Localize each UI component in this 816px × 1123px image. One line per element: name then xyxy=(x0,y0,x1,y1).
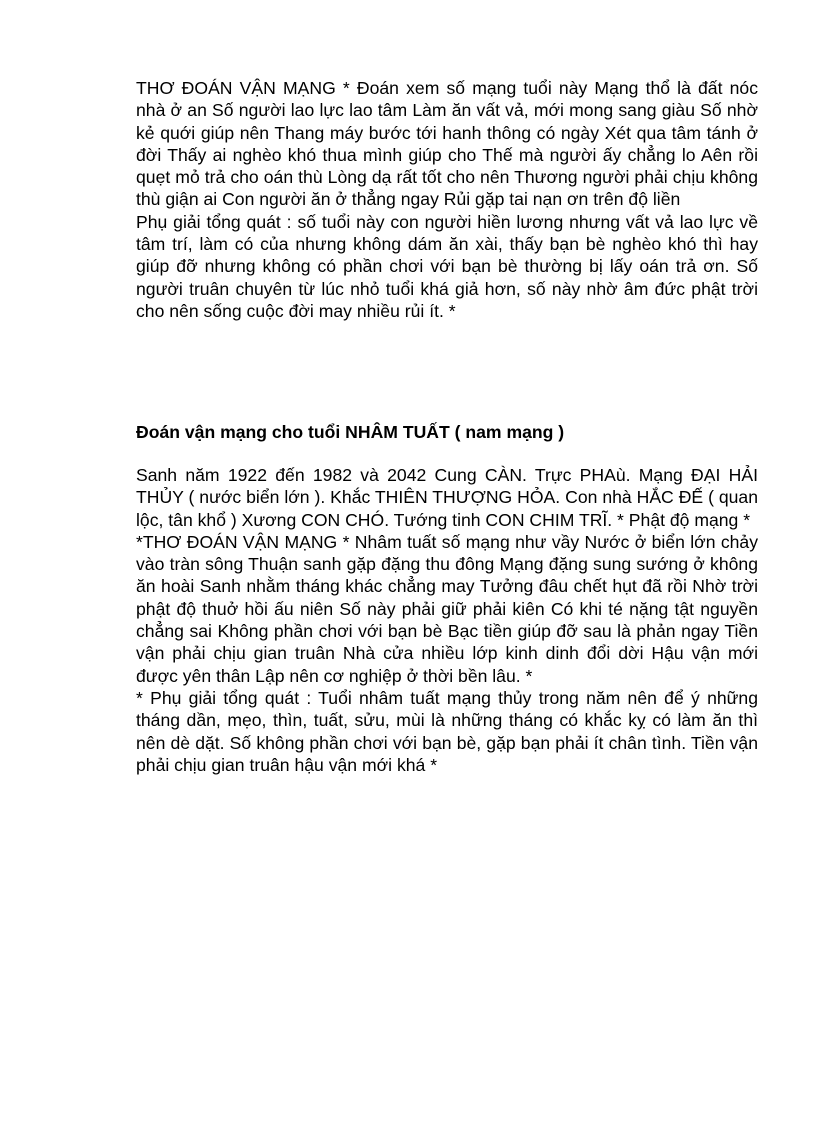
section-1-text xyxy=(136,77,758,322)
section-2-summary: * Phụ giải tổng quát : Tuổi nhâm tuất mạng thủy trong năm nên để ý những tháng dần, mẹo, thìn, tuất, sửu, mùi là những tháng có khắc kỵ có làm ăn thì nên dè dặt. Số không phần chơi với bạn bè, gặp bạn phải ít chân tình. Tiền vận phải chịu gian truân hậu vận mới khá * xyxy=(136,687,758,775)
section-1-summary: Phụ giải tổng quát : số tuổi này con người hiền lương nhưng vất vả lao lực về tâm trí, làm có của nhưng không dám ăn xài, thấy bạn bè nghèo khó thì hay giúp đỡ nhưng không có phần chơi với bạn bè thường bị lấy oán trả ơn. Số người truân chuyên từ lúc nhỏ tuổi khá giả hơn, số này nhờ âm đức phật trời cho nên sống cuộc đời may nhiều rủi ít. * xyxy=(136,211,758,321)
section-2-poem: *THƠ ĐOÁN VẬN MẠNG * Nhâm tuất số mạng như vầy Nước ở biển lớn chảy vào tràn sông Thuận sanh gặp đặng thu đông Mạng đặng sung sướng ở không ăn hoài Sanh nhằm tháng khác chẳng may Tưởng đâu chết hụt đã rồi Nhờ trời phật độ thuở hồi ấu niên Số này phải giữ phải kiên Có khi té nặng tật nguyền chẳng sai Không phần chơi với bạn bè Bạc tiền giúp đỡ sau là phản ngay Tiền vận phải chịu gian truân Nhà cửa nhiều lớp kinh dinh đổi dời Hậu vận mới được yên thân Lập nên cơ nghiệp ở thời bền lâu. * xyxy=(136,531,758,686)
section-2-intro: Sanh năm 1922 đến 1982 và 2042 Cung CÀN. Trực PHAù. Mạng ĐẠI HẢI THỦY ( nước biển lớn ). Khắc THIÊN THƯỢNG HỎA. Con nhà HẮC ĐẾ ( quan lộc, tân khổ ) Xương CON CHÓ. Tướng tinh CON CHIM TRĨ. * Phật độ mạng * xyxy=(136,465,758,530)
section-1-poem: THƠ ĐOÁN VẬN MẠNG * Đoán xem số mạng tuổi này Mạng thổ là đất nóc nhà ở an Số người lao lực lao tâm Làm ăn vất vả, mới mong sang giàu Số nhờ kẻ quới giúp nên Thang máy bước tới hanh thông có ngày Xét qua tâm tánh ở đời Thấy ai nghèo khó thua mình giúp cho Thế mà người ấy chẳng lo Aên rồi quẹt mỏ trả cho oán thù Lòng dạ rất tốt cho nên Thương người phải chịu không thù giận ai Con người ăn ở thẳng ngay Rủi gặp tai nạn ơn trên độ liền xyxy=(136,78,758,210)
section-2-text xyxy=(136,464,758,776)
section-2-heading: Đoán vận mạng cho tuổi NHÂM TUẤT ( nam mạng ) xyxy=(136,422,565,442)
